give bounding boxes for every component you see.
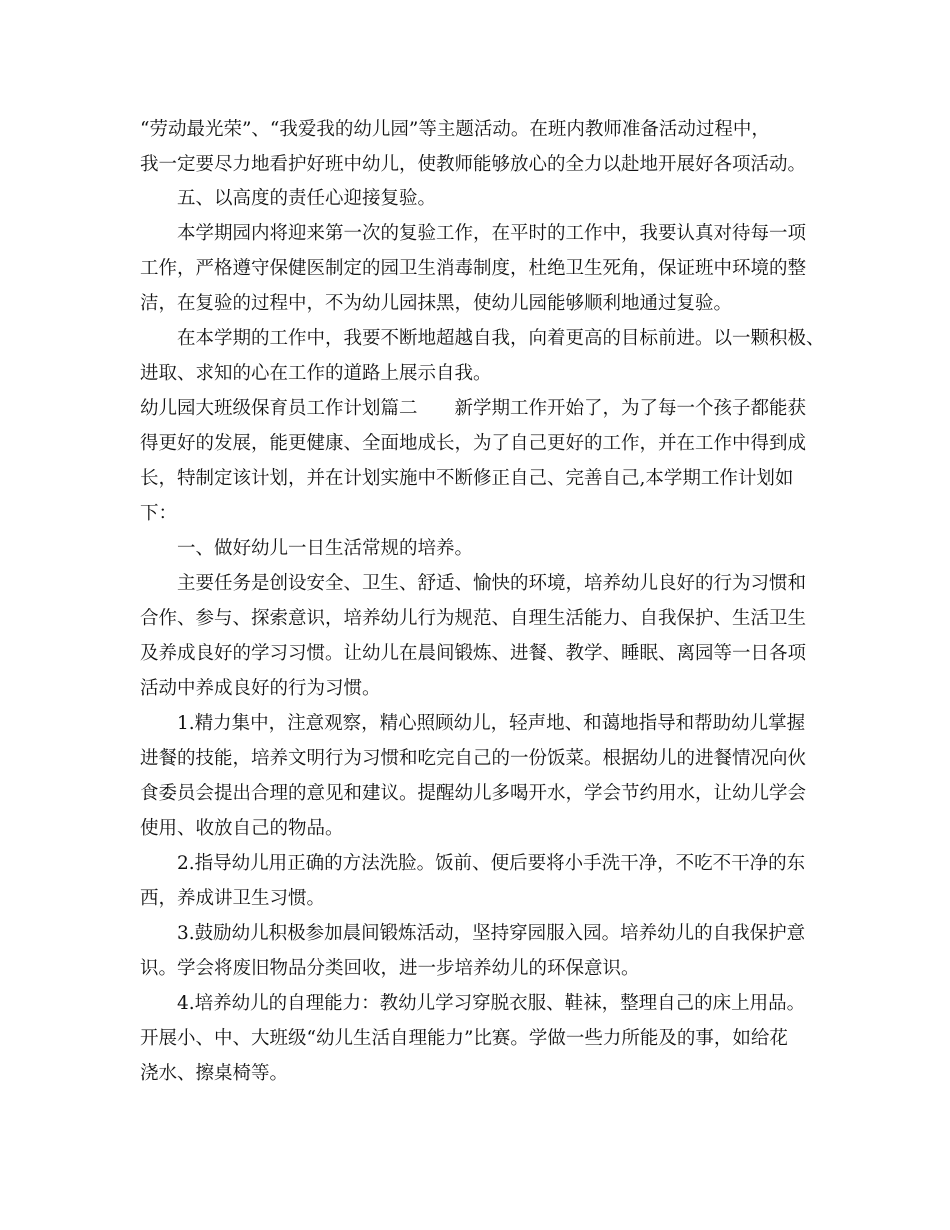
section-heading: 一、做好幼儿一日生活常规的培养。 xyxy=(177,538,474,559)
text-line: 进取、求知的心在工作的道路上展示自我。 xyxy=(140,363,492,384)
text-line: 及养成良好的学习习惯。让幼儿在晨间锻炼、进餐、教学、睡眠、离园等一日各项 xyxy=(140,643,807,664)
text-line: 识。学会将废旧物品分类回收，进一步培养幼儿的环保意识。 xyxy=(140,958,640,979)
article-title-line: 幼儿园大班级保育员工作计划篇二 新学期工作开始了，为了每一个孩子都能获 xyxy=(140,398,807,419)
text-line: 得更好的发展，能更健康、全面地成长，为了自己更好的工作，并在工作中得到成 xyxy=(140,433,807,454)
text-line: 食委员会提出合理的意见和建议。提醒幼儿多喝开水，学会节约用水，让幼儿学会 xyxy=(140,783,807,804)
text-line: 浇水、擦桌椅等。 xyxy=(140,1063,289,1084)
text-line: 长，特制定该计划，并在计划实施中不断修正自己、完善自己,本学期工作计划如 xyxy=(140,468,794,489)
list-item: 2.指导幼儿用正确的方法洗脸。饭前、便后要将小手洗干净，不吃不干净的东 xyxy=(177,853,806,874)
text-line: 合作、参与、探索意识，培养幼儿行为规范、自理生活能力、自我保护、生活卫生 xyxy=(140,608,807,629)
text-line: 在本学期的工作中，我要不断地超越自我，向着更高的目标前进。以一颗积极、 xyxy=(177,328,825,349)
text-line: 开展小、中、大班级“幼儿生活自理能力”比赛。学做一些力所能及的事，如给花 xyxy=(140,1028,788,1049)
section-heading: 五、以高度的责任心迎接复验。 xyxy=(177,188,437,209)
text-line: 下： xyxy=(140,503,178,524)
text-line: 工作，严格遵守保健医制定的园卫生消毒制度，杜绝卫生死角，保证班中环境的整 xyxy=(140,258,807,279)
list-item: 1.精力集中，注意观察，精心照顾幼儿，轻声地、和蔼地指导和帮助幼儿掌握 xyxy=(177,713,806,734)
list-item: 3.鼓励幼儿积极参加晨间锻炼活动，坚持穿园服入园。培养幼儿的自我保护意 xyxy=(177,923,806,944)
text-line: 西，养成讲卫生习惯。 xyxy=(140,888,326,909)
text-line: 本学期园内将迎来第一次的复验工作，在平时的工作中，我要认真对待每一项 xyxy=(177,223,807,244)
text-line: 进餐的技能，培养文明行为习惯和吃完自己的一份饭菜。根据幼儿的进餐情况向伙 xyxy=(140,748,807,769)
text-line: 使用、收放自己的物品。 xyxy=(140,818,344,839)
text-line: 主要任务是创设安全、卫生、舒适、愉快的环境，培养幼儿良好的行为习惯和 xyxy=(177,573,807,594)
text-line: “劳动最光荣”、“我爱我的幼儿园”等主题活动。在班内教师准备活动过程中， xyxy=(140,119,770,140)
list-item: 4.培养幼儿的自理能力：教幼儿学习穿脱衣服、鞋袜，整理自己的床上用品。 xyxy=(177,993,806,1014)
text-line: 我一定要尽力地看护好班中幼儿，使教师能够放心的全力以赴地开展好各项活动。 xyxy=(140,154,807,175)
text-line: 洁，在复验的过程中，不为幼儿园抹黑，使幼儿园能够顺利地通过复验。 xyxy=(140,293,733,314)
text-line: 活动中养成良好的行为习惯。 xyxy=(140,678,381,699)
